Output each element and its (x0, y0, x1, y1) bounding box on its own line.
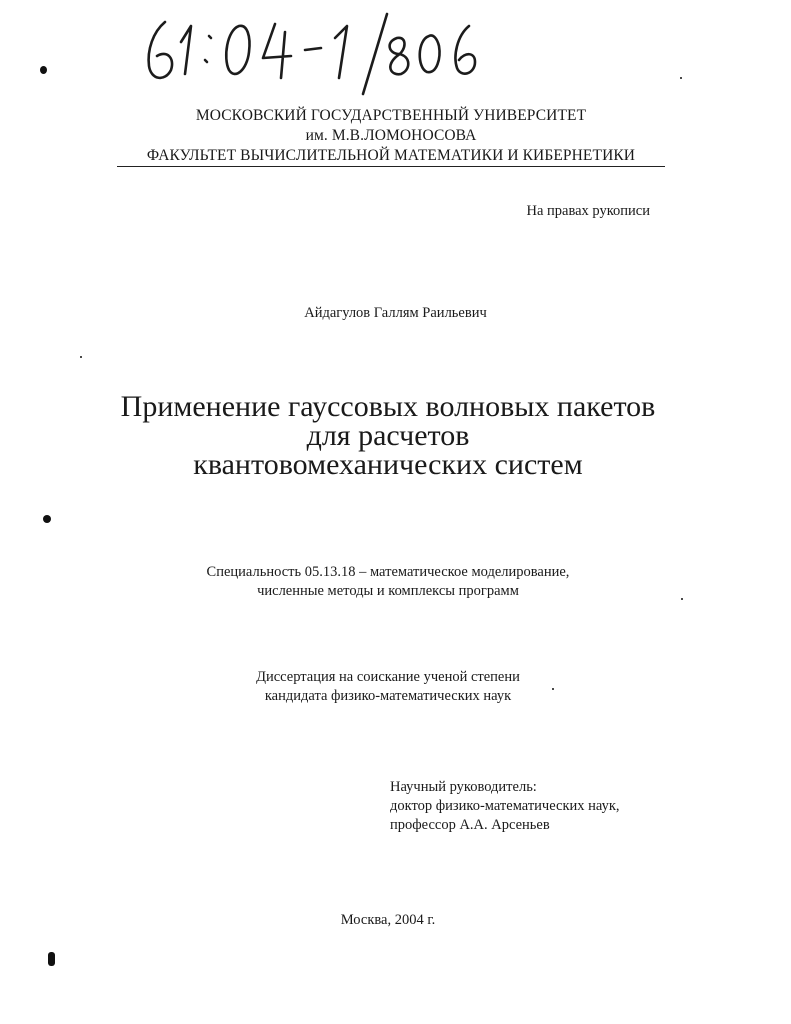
scan-speck (681, 598, 683, 600)
scan-speck (80, 356, 82, 358)
university-name: МОСКОВСКИЙ ГОСУДАРСТВЕННЫЙ УНИВЕРСИТЕТ (195, 107, 587, 124)
dissertation-title (0, 392, 776, 479)
author-name: Айдагулов Галлям Раильевич (304, 305, 487, 321)
header-divider (117, 166, 665, 167)
scan-speck (680, 77, 682, 79)
title-line: квантовомеханических систем (193, 448, 583, 481)
degree-line: кандидата физико-математических наук (264, 688, 512, 704)
degree-statement (0, 668, 776, 706)
faculty-name: ФАКУЛЬТЕТ ВЫЧИСЛИТЕЛЬНОЙ МАТЕМАТИКИ И КИБЕРНЕТИКИ (146, 147, 636, 164)
supervisor-line: доктор физико-математических наук, (390, 798, 620, 814)
title-line: для расчетов (306, 419, 470, 452)
scan-speck (43, 515, 51, 523)
supervisor-line: профессор А.А. Арсеньев (390, 817, 550, 833)
city-year: Москва, 2004 г. (340, 912, 436, 928)
specialty-line: Специальность 05.13.18 – математическое моделирование, (206, 564, 570, 580)
university-named-after: им. М.В.ЛОМОНОСОВА (305, 127, 477, 144)
title-line: Применение гауссовых волновых пакетов (120, 390, 656, 423)
specialty (0, 563, 776, 601)
degree-line: Диссертация на соискание ученой степени (256, 669, 520, 685)
supervisor-line: Научный руководитель: (390, 779, 537, 795)
specialty-line: численные методы и комплексы программ (257, 583, 519, 599)
handwritten-inventory-number (135, 8, 495, 100)
scan-speck (40, 66, 47, 74)
scan-speck (48, 952, 55, 966)
rights-note: На правах рукописи (526, 203, 650, 219)
scientific-supervisor (390, 778, 620, 835)
university-header (117, 106, 665, 166)
scan-speck (552, 688, 554, 690)
